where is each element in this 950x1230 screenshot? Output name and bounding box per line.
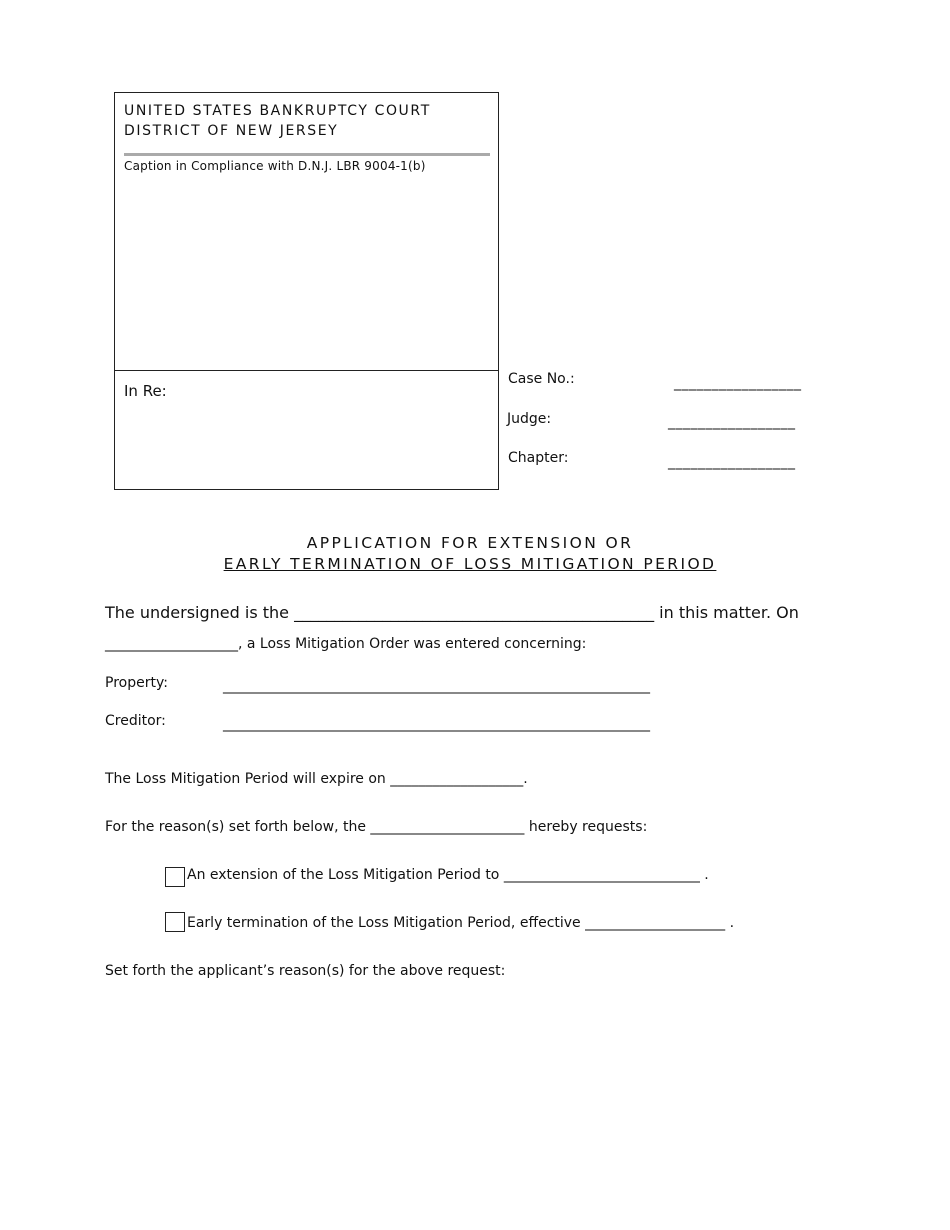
caption-divider	[124, 153, 490, 156]
judge-label: Judge:	[507, 411, 552, 427]
expire-statement: The Loss Mitigation Period will expire on ___________________.	[105, 771, 528, 787]
undersigned-statement: The undersigned is the _____________________________________________ in this matter. On	[105, 603, 799, 622]
property-field[interactable]: _____________________________________________________________	[223, 678, 650, 694]
court-name: UNITED STATES BANKRUPTCY COURT	[124, 103, 431, 119]
chapter-field[interactable]: _________________	[668, 454, 796, 470]
applicant-reasons-prompt: Set forth the applicant’s reason(s) for the above request:	[105, 963, 506, 979]
order-entered-statement: ___________________, a Loss Mitigation Order was entered concerning:	[105, 636, 587, 652]
extension-option-label: An extension of the Loss Mitigation Period to ____________________________ .	[187, 867, 709, 883]
termination-checkbox[interactable]	[165, 912, 185, 932]
extension-checkbox[interactable]	[165, 867, 185, 887]
form-title-line1: APPLICATION FOR EXTENSION OR	[306, 534, 634, 552]
case-no-label: Case No.:	[508, 371, 575, 387]
form-title-line2-text: EARLY TERMINATION OF LOSS MITIGATION PERIOD	[223, 555, 717, 573]
court-district: DISTRICT OF NEW JERSEY	[124, 123, 339, 139]
in-re-label: In Re:	[124, 382, 167, 400]
creditor-field[interactable]: _____________________________________________________________	[223, 716, 650, 732]
caption-box	[114, 92, 499, 490]
creditor-label: Creditor:	[105, 713, 166, 729]
termination-option-label: Early termination of the Loss Mitigation Period, effective ____________________ .	[187, 915, 735, 931]
property-label: Property:	[105, 675, 168, 691]
judge-field[interactable]: _________________	[668, 414, 796, 430]
case-no-field[interactable]: _________________	[674, 375, 802, 391]
form-title-line2	[0, 555, 940, 573]
compliance-note: Caption in Compliance with D.N.J. LBR 9004-1(b)	[124, 159, 426, 173]
reasons-request-statement: For the reason(s) set forth below, the ______________________ hereby requests:	[105, 819, 648, 835]
chapter-label: Chapter:	[508, 450, 569, 466]
caption-header	[115, 93, 498, 371]
